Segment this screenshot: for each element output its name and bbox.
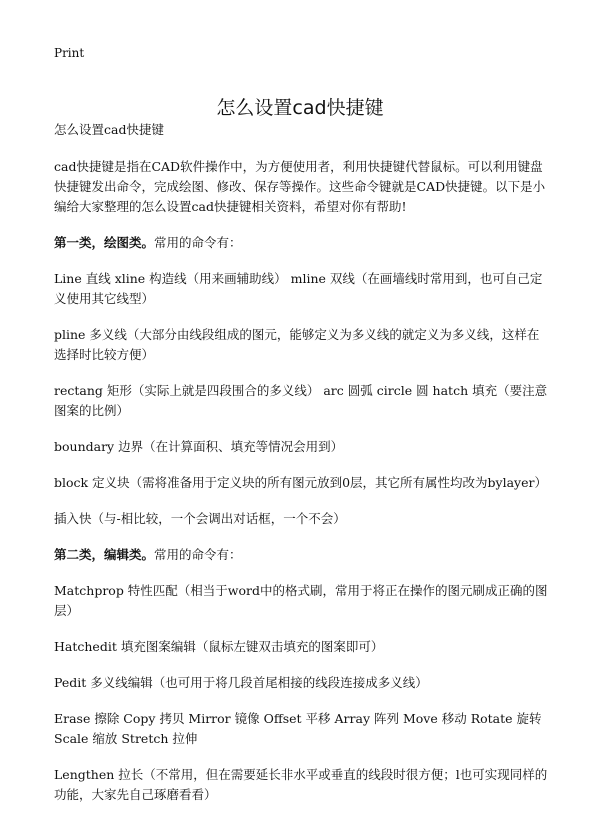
command-paragraph: boundary 边界（在计算面积、填充等情况会用到）	[54, 439, 344, 454]
section-heading-editing	[54, 545, 550, 565]
section-heading-drawing	[54, 233, 550, 253]
section-heading-bold: 第二类，编辑类。	[54, 547, 155, 562]
command-paragraph: Line 直线 xline 构造线（用来画辅助线） mline 双线（在画墙线时常用到，也可自己定义使用其它线型）	[54, 271, 543, 306]
command-paragraph: Hatchedit 填充图案编辑（鼠标左键双击填充的图案即可）	[54, 639, 384, 654]
command-paragraph: 插入快（与-相比较，一个会调出对话框，一个不会）	[54, 511, 346, 526]
document-body	[54, 120, 550, 821]
section-heading-text: 常用的命令有：	[154, 235, 242, 250]
print-label: Print	[54, 46, 85, 60]
command-paragraph: pline 多义线（大部分由线段组成的图元，能够定义为多义线的就定义为多义线，这样在选择时比较方便）	[54, 327, 540, 362]
document-title: 怎么设置cad快捷键	[216, 96, 384, 119]
command-paragraph: Matchprop 特性匹配（相当于word中的格式刷，常用于将正在操作的图元刷成正确的图层）	[54, 583, 548, 618]
section-heading-text: 常用的命令有：	[154, 547, 242, 562]
intro-paragraph: cad快捷键是指在CAD软件操作中，为方便使用者，利用快捷键代替鼠标。可以利用键盘快捷键发出命令，完成绘图、修改、保存等操作。这些命令键就是CAD快捷键。以下是小编给大家整理的怎么设置cad快捷键相关资料，希望对你有帮助!	[54, 159, 546, 214]
command-paragraph: rectang 矩形（实际上就是四段围合的多义线） arc 圆弧 circle 圆 hatch 填充（要注意图案的比例）	[54, 383, 548, 418]
command-paragraph: Lengthen 拉长（不常用，但在需要延长非水平或垂直的线段时很方便；l也可实现同样的功能，大家先自己琢磨看看）	[54, 767, 548, 802]
document-subtitle: 怎么设置cad快捷键	[54, 122, 164, 137]
command-paragraph: Erase 擦除 Copy 拷贝 Mirror 镜像 Offset 平移 Array 阵列 Move 移动 Rotate 旋转 Scale 缩放 Stretch 拉伸	[54, 711, 542, 746]
section-heading-bold: 第一类，绘图类。	[54, 235, 155, 250]
command-paragraph: Pedit 多义线编辑（也可用于将几段首尾相接的线段连接成多义线）	[54, 675, 428, 690]
command-paragraph: block 定义块（需将准备用于定义块的所有图元放到0层，其它所有属性均改为bylayer）	[54, 475, 547, 490]
